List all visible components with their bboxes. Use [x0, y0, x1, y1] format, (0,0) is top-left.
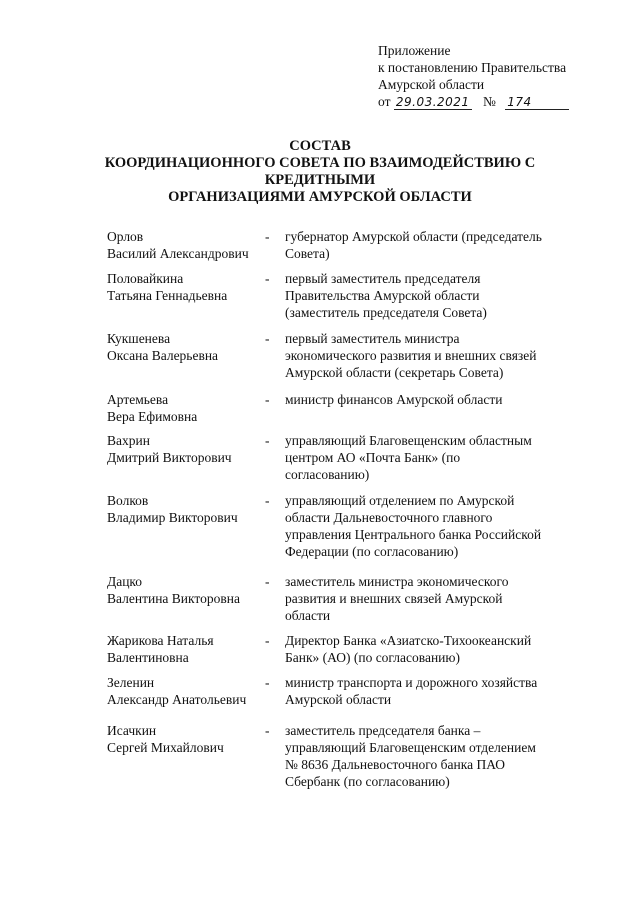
member-name	[107, 330, 267, 364]
member-role	[285, 228, 577, 262]
member-dash: -	[265, 271, 270, 286]
member-role-line: первый заместитель министра	[285, 331, 460, 346]
member-role-line: министр транспорта и дорожного хозяйства	[285, 675, 538, 690]
member-name-line: Сергей Михайлович	[107, 740, 224, 755]
member-role-line: Совета)	[285, 246, 330, 261]
member-name-line: Василий Александрович	[107, 246, 249, 261]
member-role-line: Федерации (по согласованию)	[285, 544, 459, 559]
member-role-line: первый заместитель председателя	[285, 271, 481, 286]
member-role-line: заместитель министра экономического	[285, 574, 509, 589]
member-dash: -	[265, 723, 270, 738]
member-dash: -	[265, 433, 270, 448]
member-role	[285, 330, 577, 381]
member-role	[285, 674, 577, 708]
member-role-line: области	[285, 608, 331, 623]
member-role-line: экономического развития и внешних связей	[285, 348, 537, 363]
member-dash: -	[265, 574, 270, 589]
appendix-label: Приложение	[378, 43, 451, 58]
member-role-line: Амурской области (секретарь Совета)	[285, 365, 504, 380]
member-role	[285, 632, 577, 666]
member-role-line: Правительства Амурской области	[285, 288, 480, 303]
member-role-line: Директор Банка «Азиатско-Тихоокеанский	[285, 633, 532, 648]
member-role-line: Сбербанк (по согласованию)	[285, 774, 450, 789]
member-name-line: Валентиновна	[107, 650, 189, 665]
member-role	[285, 432, 577, 483]
member-role	[285, 270, 577, 321]
member-name	[107, 228, 267, 262]
member-name-line: Дацко	[107, 574, 143, 589]
member-dash: -	[265, 493, 270, 508]
member-role-line: области Дальневосточного главного	[285, 510, 493, 525]
title-line-3: КРЕДИТНЫМИ	[264, 172, 376, 188]
member-role-line: Банк» (АО) (по согласованию)	[285, 650, 460, 665]
member-name-line: Жарикова Наталья	[107, 633, 214, 648]
member-name	[107, 722, 267, 756]
member-role-line: заместитель председателя банка –	[285, 723, 481, 738]
handwritten-date: 29.03.2021	[395, 95, 470, 109]
member-name-line: Половайкина	[107, 271, 184, 286]
member-name-line: Татьяна Геннадьевна	[107, 288, 228, 303]
member-name-line: Артемьева	[107, 392, 169, 407]
member-name-line: Кукшенева	[107, 331, 171, 346]
document-title	[80, 138, 560, 206]
member-role-line: центром АО «Почта Банк» (по	[285, 450, 461, 465]
member-role-line: управляющий Благовещенским областным	[285, 433, 532, 448]
member-role-line: губернатор Амурской области (председатель	[285, 229, 542, 244]
member-role-line: № 8636 Дальневосточного банка ПАО	[285, 757, 506, 772]
member-dash: -	[265, 675, 270, 690]
member-role-line: Амурской области	[285, 692, 392, 707]
handwritten-number: 174	[505, 95, 569, 110]
member-role-line: министр финансов Амурской области	[285, 392, 503, 407]
member-dash: -	[265, 633, 270, 648]
member-role-line: (заместитель председателя Совета)	[285, 305, 487, 320]
member-name-line: Дмитрий Викторович	[107, 450, 232, 465]
member-role-line: развития и внешних связей Амурской	[285, 591, 503, 606]
member-role	[285, 391, 577, 408]
member-name-line: Зеленин	[107, 675, 155, 690]
member-name-line: Оксана Валерьевна	[107, 348, 219, 363]
member-name	[107, 270, 267, 304]
member-name	[107, 674, 267, 708]
title-line-2: КООРДИНАЦИОННОГО СОВЕТА ПО ВЗАИМОДЕЙСТВИЮ С	[104, 155, 536, 171]
member-dash: -	[265, 392, 270, 407]
member-role-line: управления Центрального банка Российской	[285, 527, 542, 542]
member-role-line: управляющий Благовещенским отделением	[285, 740, 536, 755]
title-line-4: ОРГАНИЗАЦИЯМИ АМУРСКОЙ ОБЛАСТИ	[168, 189, 472, 205]
member-dash: -	[265, 331, 270, 346]
member-name-line: Орлов	[107, 229, 144, 244]
member-role-line: согласованию)	[285, 467, 370, 482]
member-name	[107, 632, 267, 666]
member-name	[107, 391, 267, 425]
member-role	[285, 492, 577, 560]
appendix-header	[378, 42, 618, 110]
appendix-date-line	[378, 93, 618, 110]
member-name	[107, 432, 267, 466]
appendix-region: Амурской области	[378, 77, 485, 92]
member-name-line: Вахрин	[107, 433, 150, 448]
title-line-1: СОСТАВ	[289, 138, 351, 154]
number-prefix: №	[482, 94, 496, 109]
member-role	[285, 722, 577, 790]
member-name-line: Волков	[107, 493, 149, 508]
member-role	[285, 573, 577, 624]
member-name-line: Вера Ефимовна	[107, 409, 198, 424]
member-name-line: Александр Анатольевич	[107, 692, 247, 707]
member-name	[107, 573, 267, 607]
date-prefix: от	[378, 94, 391, 109]
member-name	[107, 492, 267, 526]
member-dash: -	[265, 229, 270, 244]
member-role-line: управляющий отделением по Амурской	[285, 493, 515, 508]
member-name-line: Исачкин	[107, 723, 157, 738]
appendix-resolution-ref: к постановлению Правительства	[378, 60, 567, 75]
member-name-line: Валентина Викторовна	[107, 591, 240, 606]
member-name-line: Владимир Викторович	[107, 510, 238, 525]
